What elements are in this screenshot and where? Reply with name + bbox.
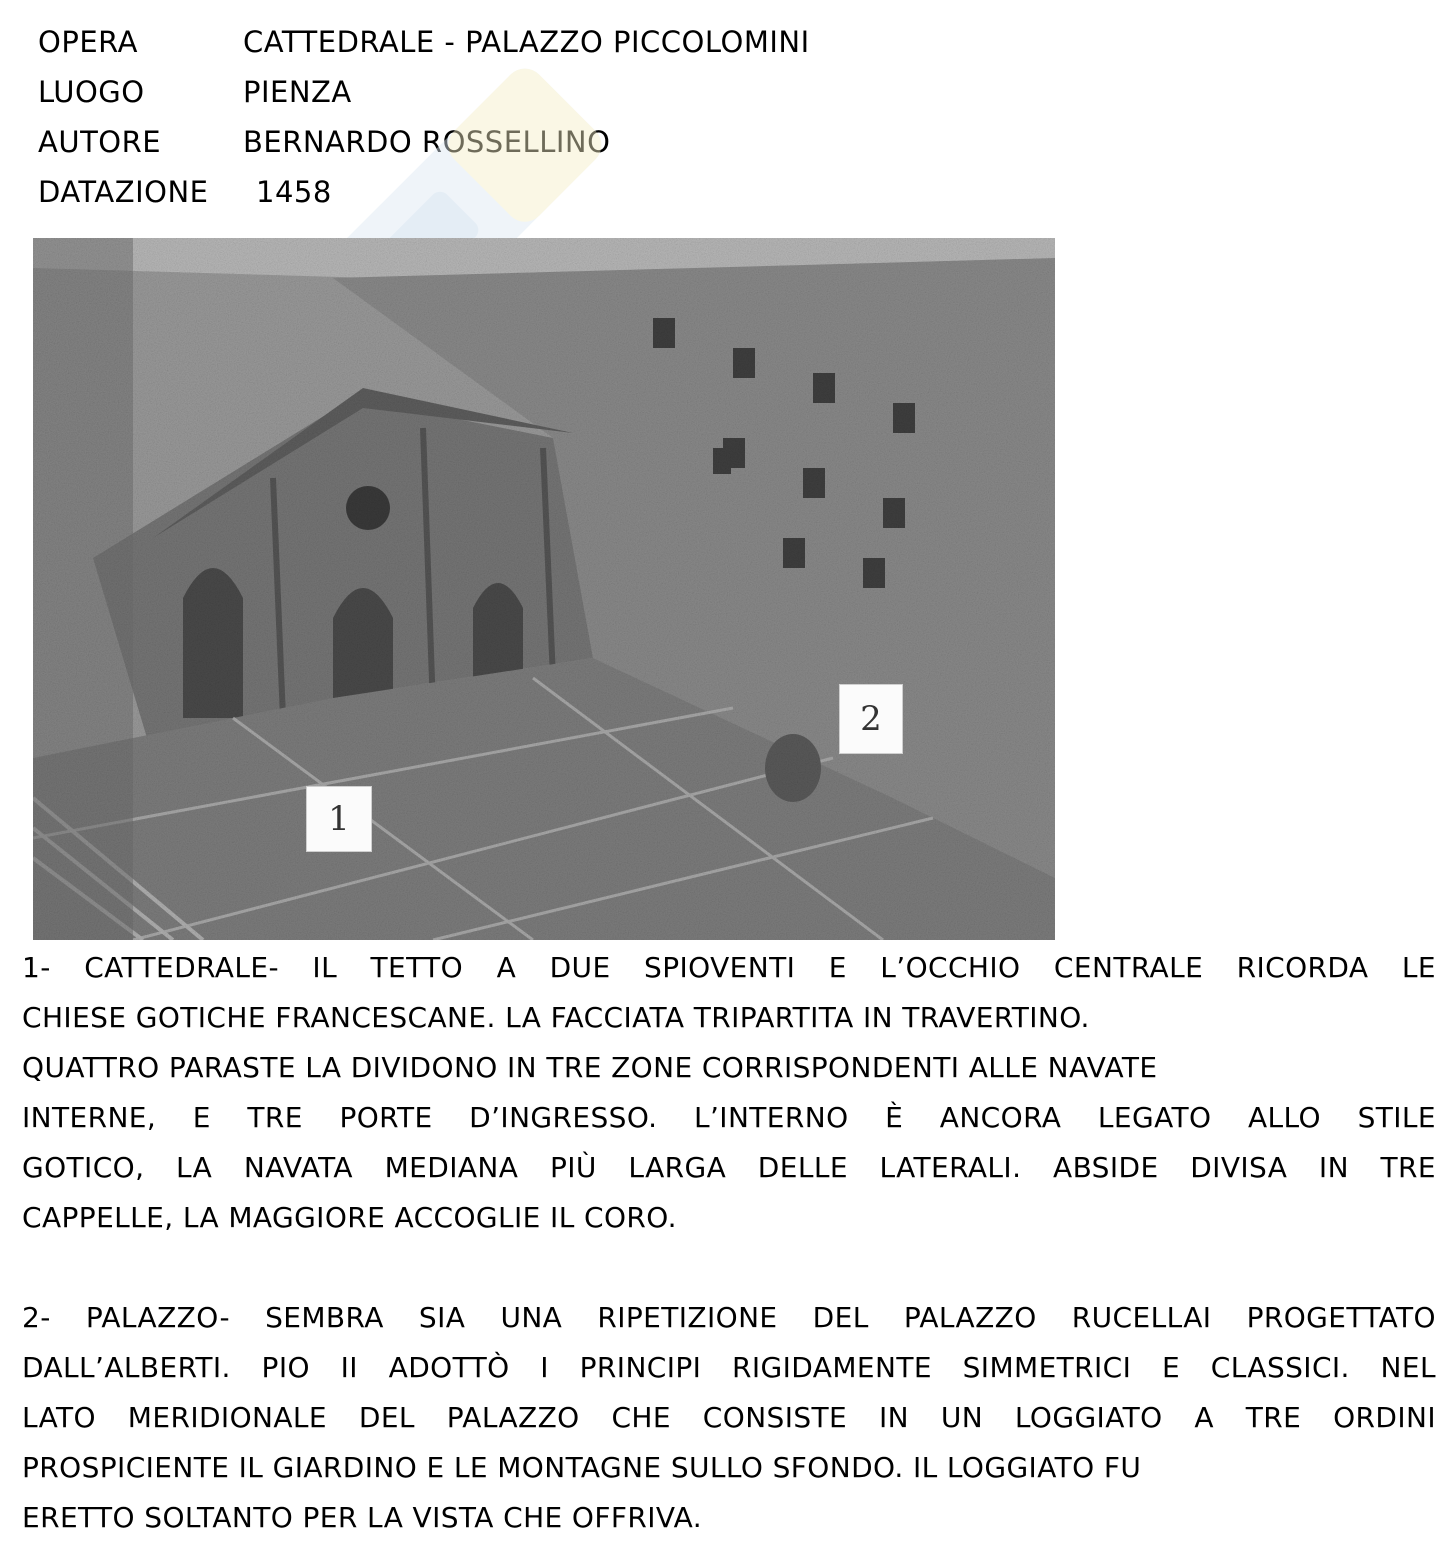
text-line: LATO MERIDIONALE DEL PALAZZO CHE CONSISTE IN UN LOGGIATO A TRE ORDINI <box>22 1401 1436 1434</box>
meta-row-luogo <box>38 75 352 109</box>
photo-marker-1: 1 <box>306 786 372 852</box>
meta-label-opera: OPERA <box>38 25 138 59</box>
meta-value-luogo: PIENZA <box>243 75 352 109</box>
meta-row-autore <box>38 125 610 159</box>
photo-pienza-piazza <box>33 238 1055 940</box>
paragraph-cattedrale <box>22 943 1436 1243</box>
text-line: 1- CATTEDRALE- IL TETTO A DUE SPIOVENTI E L’OCCHIO CENTRALE RICORDA LE <box>22 951 1436 984</box>
paragraph-palazzo <box>22 1293 1436 1543</box>
text-line: CAPPELLE, LA MAGGIORE ACCOGLIE IL CORO. <box>22 1201 677 1234</box>
photo-marker-2: 2 <box>839 684 903 754</box>
meta-label-luogo: LUOGO <box>38 75 145 109</box>
meta-row-datazione <box>38 175 332 209</box>
meta-value-datazione: 1458 <box>256 175 332 209</box>
text-line: 2- PALAZZO- SEMBRA SIA UNA RIPETIZIONE DEL PALAZZO RUCELLAI PROGETTATO <box>22 1301 1436 1334</box>
text-line: PROSPICIENTE IL GIARDINO E LE MONTAGNE SULLO SFONDO. IL LOGGIATO FU <box>22 1451 1142 1484</box>
text-line: CHIESE GOTICHE FRANCESCANE. LA FACCIATA TRIPARTITA IN TRAVERTINO. <box>22 1001 1090 1034</box>
text-line: ERETTO SOLTANTO PER LA VISTA CHE OFFRIVA. <box>22 1501 703 1534</box>
meta-label-datazione: DATAZIONE <box>38 175 209 209</box>
text-line: INTERNE, E TRE PORTE D’INGRESSO. L’INTERNO È ANCORA LEGATO ALLO STILE <box>22 1101 1436 1134</box>
meta-row-opera <box>38 25 810 59</box>
text-line: GOTICO, LA NAVATA MEDIANA PIÙ LARGA DELLE LATERALI. ABSIDE DIVISA IN TRE <box>22 1151 1436 1184</box>
text-line: QUATTRO PARASTE LA DIVIDONO IN TRE ZONE CORRISPONDENTI ALLE NAVATE <box>22 1051 1158 1084</box>
meta-label-autore: AUTORE <box>38 125 162 159</box>
text-line: DALL’ALBERTI. PIO II ADOTTÒ I PRINCIPI RIGIDAMENTE SIMMETRICI E CLASSICI. NEL <box>22 1351 1436 1384</box>
meta-value-opera: CATTEDRALE - PALAZZO PICCOLOMINI <box>243 25 810 59</box>
photo-illustration <box>33 238 1055 940</box>
meta-value-autore: BERNARDO ROSSELLINO <box>243 125 611 159</box>
